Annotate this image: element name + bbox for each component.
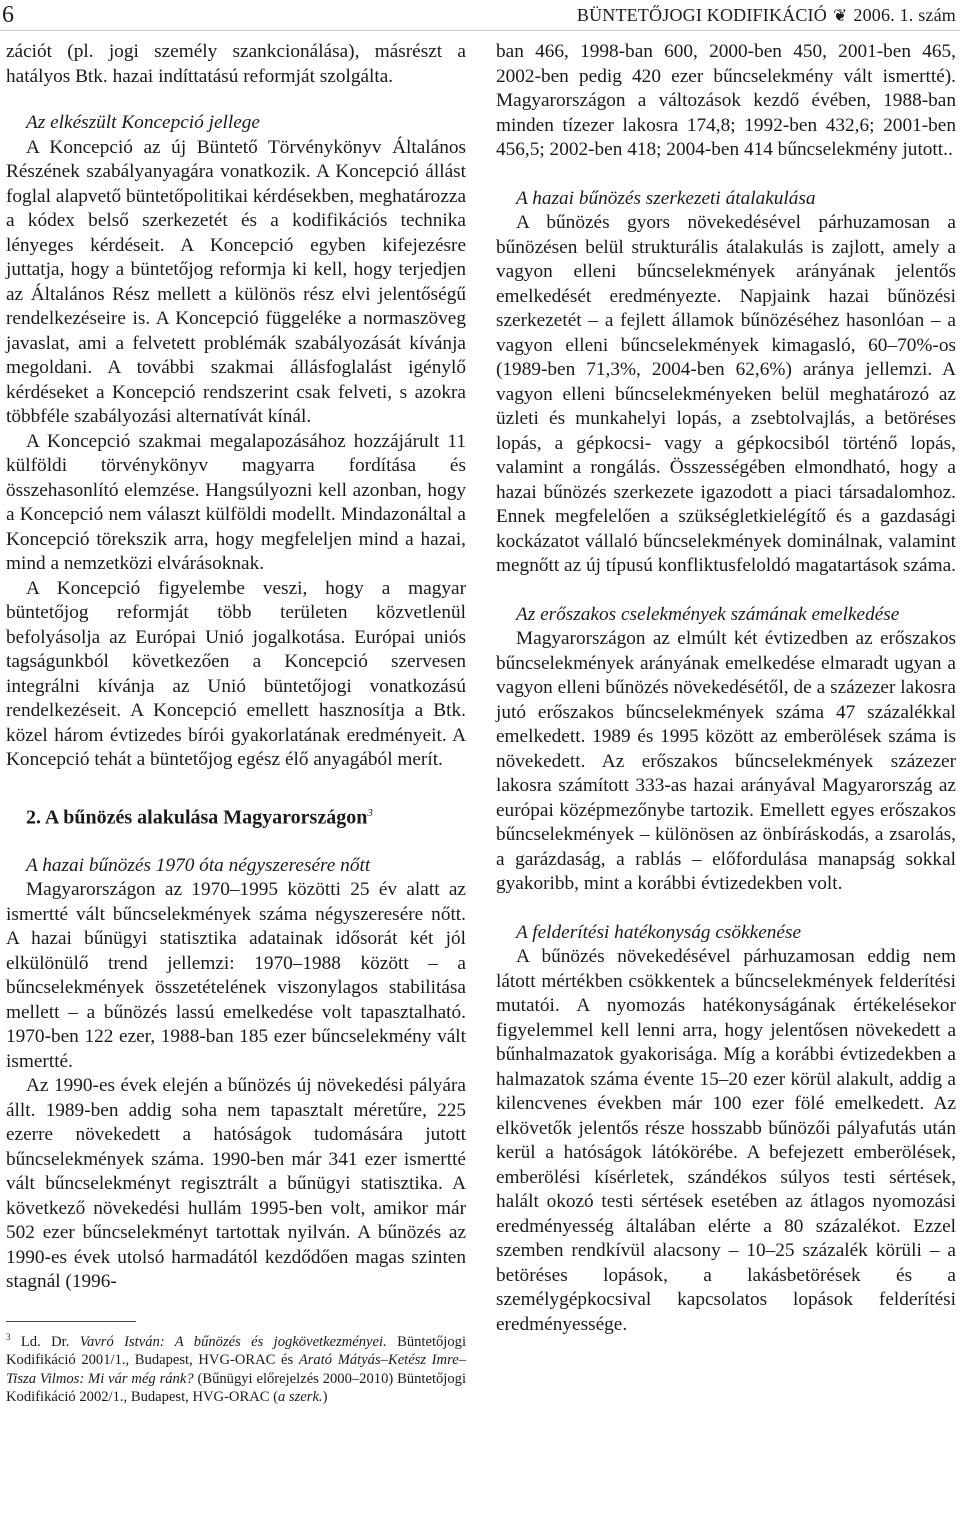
paragraph: A bűnözés gyors növekedésével párhuzamosan a bűnözésen belül strukturális átalakulás is zajlott, amely a vagyon elleni bűncselekmények arányának jelentős emelkedését eredményezte. Napjaink hazai bűnözési szerkezetét – a fejlett államok bűnözéséhez hasonlóan – a vagyon elleni bűncselekmények kimagasló, 60–70%-os (1989-ben 71,3%, 2004-ben 62,6%) aránya jellemzi. A vagyon elleni bűncselekményeken belül meghatározó az üzleti és munkahelyi lopás, a zsebtolvajlás, a betöréses lopás, a gépkocsi- vagy a gépkocsiból történő lopás, valamint a rongálás. Összességében elmondható, hogy a hazai bűnözés szerkezete igazodott a piaci társadalomhoz. Ennek megfelelően a szükségletkielégítő és a gazdasági kockázatot vállaló bűncselekmények dominálnak, valamint megnőtt az új típusú konfliktusfeloldó magatartások száma.	[496, 212, 956, 576]
paragraph: zációt (pl. jogi személy szankcionálása), másrészt a hatályos Btk. hazai indíttatású reformját szolgálta.	[6, 41, 466, 87]
footnote-mark: 3	[6, 1331, 11, 1342]
subheading: Az erőszakos cselekmények számának emelkedése	[516, 603, 900, 625]
running-header	[0, 0, 960, 31]
subheading: A hazai bűnözés szerkezeti átalakulása	[516, 187, 816, 209]
paragraph: ban 466, 1998-ban 600, 2000-ben 450, 2001-ben 465, 2002-ben pedig 420 ezer bűncselekmény vált ismertté). Magyarországon a változások kezdő évében, 1988-ban minden tízezer lakosra 174,8; 1992-ben 432,6; 2001-ben 456,5; 2002-ben 418; 2004-ben 414 bűncselekmény jutott..	[496, 41, 956, 160]
footnote-citation: a szerk.	[277, 1389, 323, 1406]
footnote-citation: Vavró István: A bűnözés és jogkövetkezményei.	[79, 1333, 387, 1350]
section-title-text: 2. A bűnözés alakulása Magyarországon	[26, 806, 368, 829]
footnote-divider	[6, 1321, 136, 1322]
issue-label: 2006. 1. szám	[853, 5, 956, 25]
paragraph: A Koncepció figyelembe veszi, hogy a magyar büntetőjog reformját több területen közvetlenül befolyásolja az Európai Unió jogalkotása. Európai uniós tagságunkból következően a Koncepció szervesen integrálni kívánja az Unió büntetőjogi vonatkozású rendelkezéseit. A Koncepció emellett hasznosítja a Btk. közel három évtizedes bírói gyakorlatának eredményeit. A Koncepció tehát a büntetőjog egész élő anyagából merít.	[6, 577, 466, 770]
fleuron-icon: ❦	[832, 6, 848, 25]
journal-running-head	[577, 3, 956, 28]
footnote-text: Ld. Dr.	[20, 1333, 80, 1350]
subheading: A hazai bűnözés 1970 óta négyszeresére nőtt	[26, 854, 371, 876]
footnote-citation: Arató Mátyás–Ketész Imre–Tisza Vilmos: Mi vár még ránk?	[6, 1352, 466, 1387]
left-column	[6, 40, 466, 1407]
right-column	[496, 40, 956, 1337]
paragraph: A bűnözés növekedésével párhuzamosan eddig nem látott mértékben csökkentek a bűncselekmények felderítési mutatói. A nyomozás hatékonyságának értékelésekor figyelemmel kell lenni arra, hogy jelentősen növekedett a bűnhalmazatok gyakorisága. Míg a korábbi évtizedekben a halmazatok száma évente 15–20 ezer körül alakult, addig a kilencvenes években már 100 ezer fölé emelkedett. Az elkövetők jelentős része hosszabb bűnözői pályafutás után kerül a hatóságok látókörébe. A befejezett emberölések, emberölési kísérletek, szándékos súlyos testi sértések, halált okozó testi sértések esetében az átlagos nyomozási eredményesség általában elérte a 80 százalékot. Ezzel szemben rendkívül alacsony – 10–25 százalék körüli – a betöréses lopások, a lakásbetörések és a személygépkocsival kapcsolatos lopások felderítési eredményessége.	[496, 946, 956, 1335]
section-title	[6, 801, 466, 830]
footnote	[6, 1328, 466, 1407]
paragraph: Magyarországon az 1970–1995 közötti 25 év alatt az ismertté vált bűncselekmények száma négyszeresére nőtt. A hazai bűnügyi statisztika adatainak idősorát két jól elkülönülő trend jellemzi: 1970–1988 között – a bűncselekmények összetételének viszonylagos stabilitása mellett – a bűnözés lassú emelkedése volt tapasztalható. 1970-ben 122 ezer, 1988-ban 185 ezer bűncselekmény vált ismertté.	[6, 879, 466, 1072]
page-number: 6	[2, 2, 14, 28]
journal-title: BÜNTETŐJOGI KODIFIKÁCIÓ	[576, 5, 827, 25]
footnote-text: (Bűnügyi előrejelzés 2000–2010) Büntetőjogi Kodifikáció 2002/1., Budapest, HVG-ORAC (	[6, 1370, 466, 1406]
paragraph: Magyarországon az elmúlt két évtizedben az erőszakos bűncselekmények arányának emelkedése elmaradt ugyan a vagyon elleni bűnözés növekedésétől, de a százezer lakosra jutó erőszakos bűncselekmények száma 47 százalékkal emelkedett. 1989 és 1995 között az emberölések száma is növekedett. Az erőszakos bűncselekmények százezer lakosra számított 333-as hazai arányával Magyarország az európai középmezőnybe tartozik. Emellett egyes erőszakos bűncselekmények – különösen az önbíráskodás, a zsarolás, a garázdaság, a rablás – előfordulása manapság sokkal gyakoribb, mint a korábbi évtizedekben volt.	[496, 628, 956, 894]
subheading: A felderítési hatékonyság csökkenése	[516, 921, 802, 943]
footnote-reference[interactable]: 3	[367, 806, 373, 819]
paragraph: A Koncepció szakmai megalapozásához hozzájárult 11 külföldi törvénykönyv magyarra fordítása és összehasonlító elemzése. Hangsúlyozni kell azonban, hogy a Koncepció nem választ külföldi modellt. Mindazonáltal a Koncepció törekszik arra, hogy megfeleljen mind a hazai, mind a nemzetközi elvárásoknak.	[6, 430, 466, 574]
paragraph: Az 1990-es évek elején a bűnözés új növekedési pályára állt. 1989-ben addig soha nem tapasztalt méretűre, 225 ezerre növekedett a hatóságok tudomására jutott bűncselekmények száma. 1990-ben már 341 ezer ismertté vált bűncselekményt regisztrált a bűnügyi statisztika. A következő növekedési hullám 1995-ben volt, amikor már 502 ezer bűncselekményt tartottak nyilván. A bűnözés az 1990-es évek utolsó harmadától kezdődően magas szinten stagnál (1996-	[6, 1075, 466, 1293]
footnote-text: Büntetőjogi Kodifikáció 2001/1., Budapest, HVG-ORAC és	[6, 1333, 466, 1369]
footnote-text: )	[322, 1389, 328, 1406]
subheading: Az elkészült Koncepció jellege	[26, 112, 260, 133]
paragraph: A Koncepció az új Büntető Törvénykönyv Általános Részének szabályanyagára vonatkozik. A Koncepció állást foglal alapvető büntetőpolitikai kérdésekben, meghatározza a kódex belső szerkezetét és a kodifikációs technika lényeges kérdéseit. A Koncepció egyben kifejezésre juttatja, hogy a büntetőjog reformja ki kell, hogy terjedjen az Általános Rész mellett a különös rész elvi jelentőségű rendelkezéseire is. A Koncepció függeléke a normaszöveg javaslat, ami a felvetett problémák szabályozását kívánja megoldani. A további szakmai állásfoglalást igénylő kérdéseket a Koncepció rendszerint csak felveti, s azokra többféle szabályozási alternatívát kínál.	[6, 136, 466, 427]
